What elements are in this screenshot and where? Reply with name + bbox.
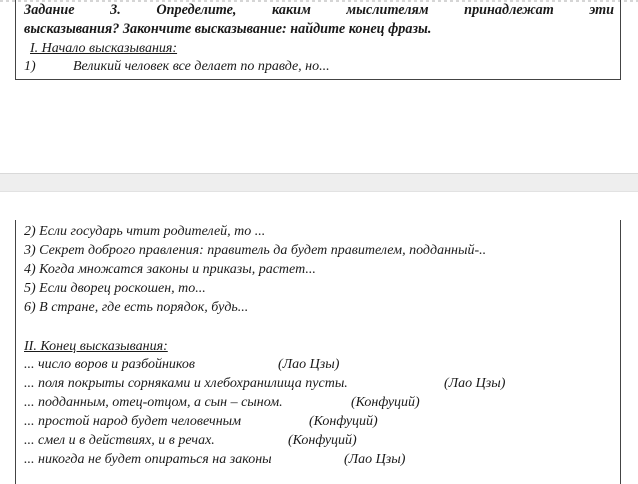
- document-page-bottom: [0, 220, 638, 484]
- page-separator-band: [0, 173, 638, 192]
- document-page-top: [0, 0, 638, 80]
- part2-item-4-text: ... простой народ будет человечным: [24, 414, 242, 429]
- part2-item-3-text: ... подданным, отец-отцом, а сын – сыном.: [24, 395, 283, 410]
- page-border-left: [15, 220, 16, 484]
- part1-heading: I. Начало высказывания:: [30, 41, 178, 56]
- part1-item-1-text: Великий человек все делает по правде, но...: [73, 59, 330, 74]
- task-title-line-1: Задание 3. Определите, каким мыслителям принадлежат эти: [24, 2, 614, 18]
- part1-item-3: 3) Секрет доброго правления: правитель да будет правителем, подданный-..: [24, 243, 487, 258]
- page-border-right: [620, 220, 621, 484]
- part1-item-5: 5) Если дворец роскошен, то...: [24, 281, 206, 296]
- part2-item-4-author: (Конфуций): [309, 414, 378, 429]
- part1-item-1-number: 1): [24, 59, 36, 74]
- part2-item-3-author: (Конфуций): [351, 395, 420, 410]
- part2-item-5-author: (Конфуций): [288, 433, 357, 448]
- part2-item-6-text: ... никогда не будет опираться на законы: [24, 452, 272, 467]
- part1-item-6: 6) В стране, где есть порядок, будь...: [24, 300, 249, 315]
- part2-item-2-author: (Лао Цзы): [444, 376, 506, 391]
- part2-item-1-author: (Лао Цзы): [278, 357, 340, 372]
- part2-heading: II. Конец высказывания:: [24, 339, 168, 354]
- page-break-gap: [0, 80, 638, 220]
- page-border-left: [15, 0, 16, 80]
- part2-item-1-text: ... число воров и разбойников: [24, 357, 195, 372]
- part2-item-5-text: ... смел и в действиях, и в речах.: [24, 433, 215, 448]
- part1-item-2: 2) Если государь чтит родителей, то ...: [24, 224, 266, 239]
- part2-item-2-text: ... поля покрыты сорняками и хлебохранилища пусты.: [24, 376, 348, 391]
- page-border-right: [620, 0, 621, 80]
- part2-item-6-author: (Лао Цзы): [344, 452, 406, 467]
- task-title-line-2: высказывания? Закончите высказывание: найдите конец фразы.: [24, 21, 432, 37]
- part1-item-4: 4) Когда множатся законы и приказы, растет...: [24, 262, 316, 277]
